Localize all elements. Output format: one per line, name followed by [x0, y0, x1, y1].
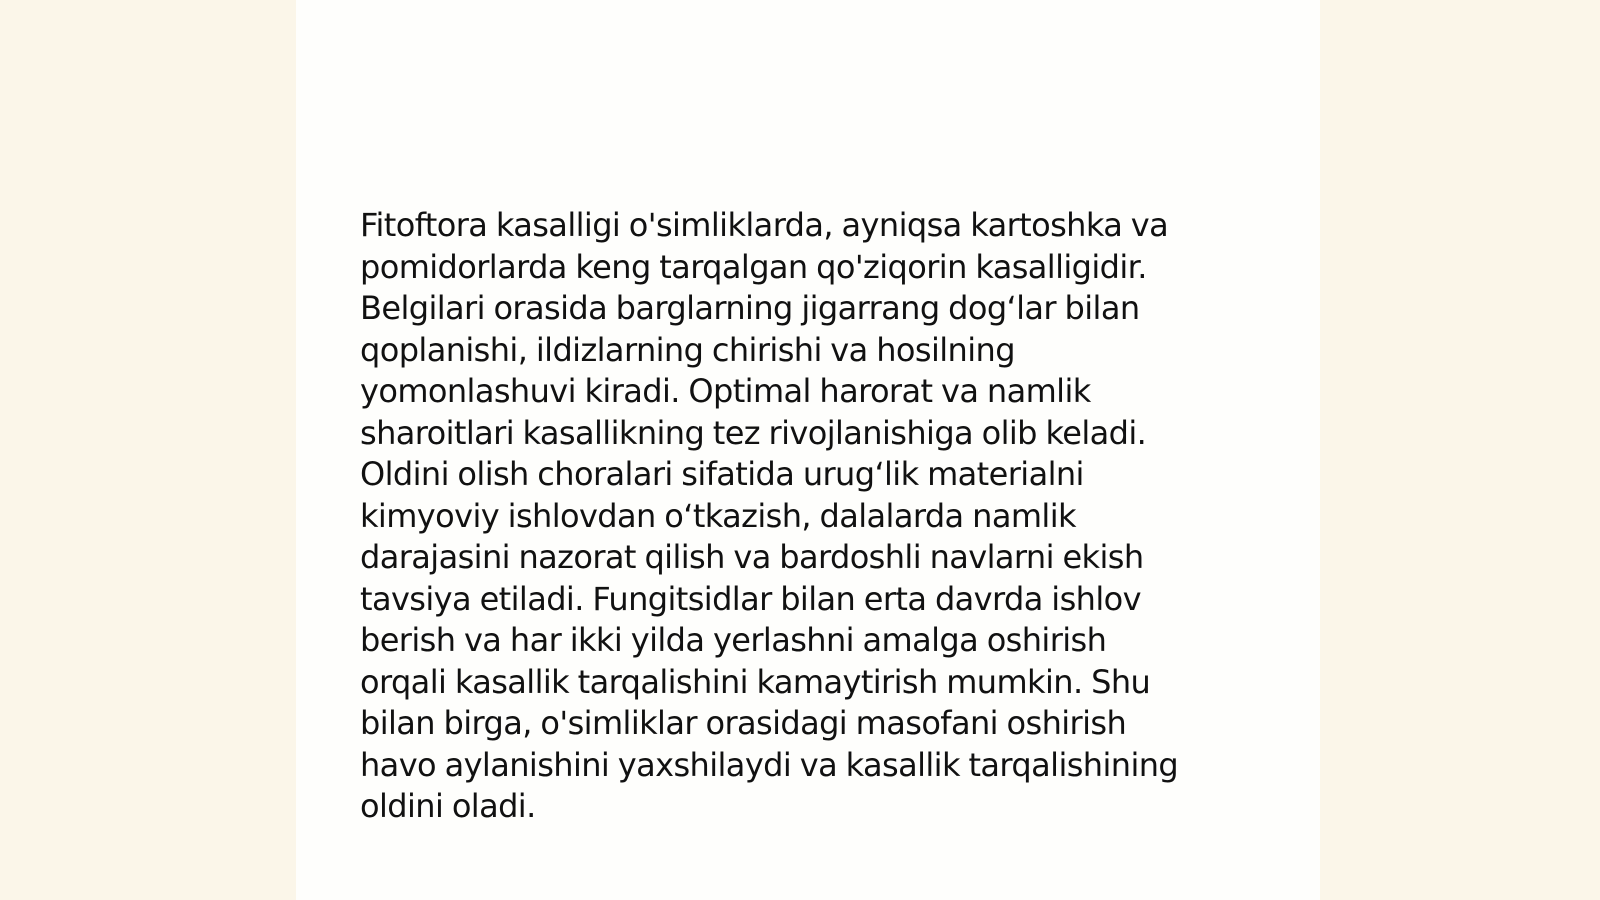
paragraph-line: qoplanishi, ildizlarning chirishi va hosilning: [360, 330, 1015, 369]
paragraph-line: Oldini olish choralari sifatida urug‘lik materialni: [360, 455, 1084, 493]
paragraph-line: kimyoviy ishlovdan o‘tkazish, dalalarda namlik: [360, 496, 1076, 535]
paragraph-line: Fitoftora kasalligi o'simliklarda, ayniqsa kartoshka va: [360, 206, 1169, 244]
paragraph-line: bilan birga, o'simliklar orasidagi masofani oshirish: [360, 704, 1127, 742]
paragraph-line: berish va har ikki yilda yerlashni amalga oshirish: [360, 621, 1107, 659]
paragraph-line: yomonlashuvi kiradi. Optimal harorat va namlik: [360, 372, 1091, 410]
paragraph-line: darajasini nazorat qilish va bardoshli navlarni ekish: [360, 538, 1144, 576]
paragraph-line: sharoitlari kasallikning tez rivojlanishiga olib keladi.: [360, 413, 1147, 452]
paragraph-line: orqali kasallik tarqalishini kamaytirish mumkin. Shu: [360, 662, 1151, 701]
document-page: [296, 0, 1320, 900]
paragraph-line: oldini oladi.: [360, 787, 536, 825]
paragraph-line: tavsiya etiladi. Fungitsidlar bilan erta davrda ishlov: [360, 579, 1141, 618]
paragraph-line: Belgilari orasida barglarning jigarrang dog‘lar bilan: [360, 289, 1140, 327]
paragraph-line: havo aylanishini yaxshilaydi va kasallik tarqalishining: [360, 745, 1179, 784]
body-paragraph: [360, 205, 1240, 828]
paragraph-line: pomidorlarda keng tarqalgan qo'ziqorin kasalligidir.: [360, 247, 1147, 286]
